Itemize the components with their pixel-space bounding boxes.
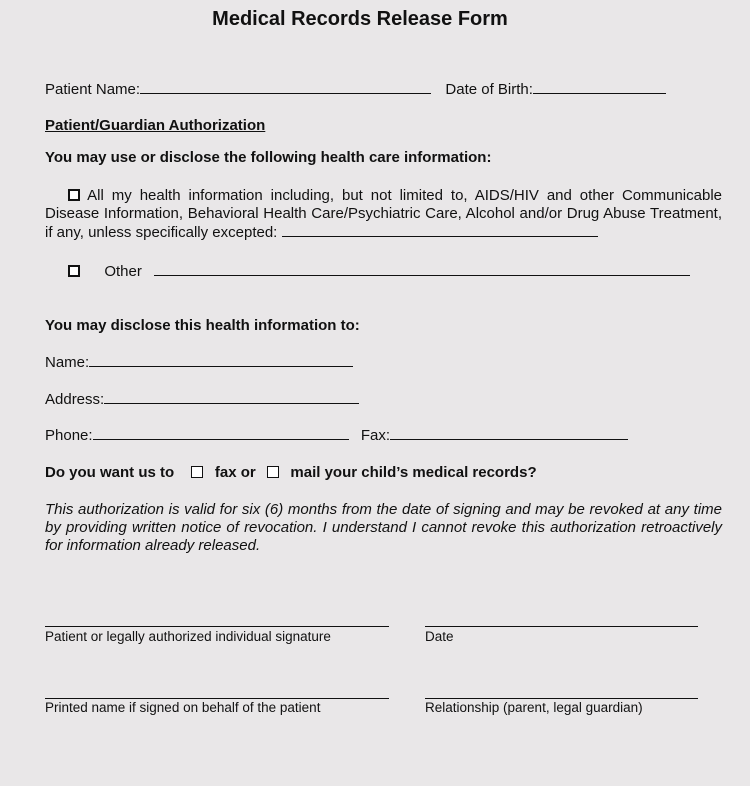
recipient-address-field[interactable]: [104, 390, 359, 404]
patient-name-field[interactable]: [140, 80, 431, 94]
recipient-name-field[interactable]: [89, 353, 353, 367]
recipient-name-label: Name:: [45, 354, 90, 371]
recipient-phone-label: Phone:: [45, 427, 93, 444]
page-title: Medical Records Release Form: [212, 8, 508, 30]
date-line[interactable]: [425, 626, 698, 627]
patient-name-label: Patient Name:: [45, 81, 141, 98]
option-all-text: All my health information including, but not limited to, AIDS/HIV and other Communicable Disease Information, Behavioral Health Care/Psychiatric Care, Alcohol and/or Drug Abuse Treatment, if any, unless specifically excepted:: [45, 187, 722, 241]
disclose-to-heading: You may disclose this health information to:: [45, 317, 360, 334]
date-caption: Date: [425, 629, 454, 644]
mail-option-label: mail your child’s medical records?: [290, 464, 537, 481]
option-other-checkbox[interactable]: [68, 265, 80, 277]
use-disclose-heading: You may use or disclose the following health care information:: [45, 149, 492, 166]
recipient-name-row: [45, 353, 353, 372]
printed-name-caption: Printed name if signed on behalf of the patient: [45, 700, 321, 715]
signature-line[interactable]: [45, 626, 389, 627]
option-all-exception-field[interactable]: [282, 223, 598, 237]
recipient-fax-field[interactable]: [390, 426, 628, 440]
dob-field[interactable]: [533, 80, 666, 94]
option-other-label: Other: [104, 263, 142, 280]
dob-label: Date of Birth:: [445, 81, 533, 98]
recipient-contact-row: [45, 426, 628, 445]
validity-paragraph: This authorization is valid for six (6) months from the date of signing and may be revoked at any time by providing written notice of revocation. I understand I cannot revoke this authorization retroactively for information already released.: [45, 501, 722, 554]
recipient-fax-label: Fax:: [360, 427, 391, 444]
printed-name-line[interactable]: [45, 698, 389, 699]
fax-checkbox[interactable]: [191, 466, 203, 478]
recipient-address-label: Address:: [45, 391, 105, 408]
delivery-question-row: [45, 464, 537, 482]
relationship-line[interactable]: [425, 698, 698, 699]
relationship-caption: Relationship (parent, legal guardian): [425, 700, 643, 715]
patient-name-row: [45, 80, 666, 99]
option-other-row: [68, 262, 690, 281]
mail-checkbox[interactable]: [267, 466, 279, 478]
option-all-paragraph: [45, 187, 722, 242]
fax-option-label: fax or: [214, 464, 256, 481]
signature-caption: Patient or legally authorized individual signature: [45, 629, 331, 644]
recipient-address-row: [45, 390, 359, 409]
delivery-question-prefix: Do you want us to: [45, 464, 175, 481]
option-all-checkbox[interactable]: [68, 189, 80, 201]
section-authorization-heading: Patient/Guardian Authorization: [45, 117, 266, 134]
option-other-field[interactable]: [154, 262, 690, 276]
recipient-phone-field[interactable]: [93, 426, 349, 440]
